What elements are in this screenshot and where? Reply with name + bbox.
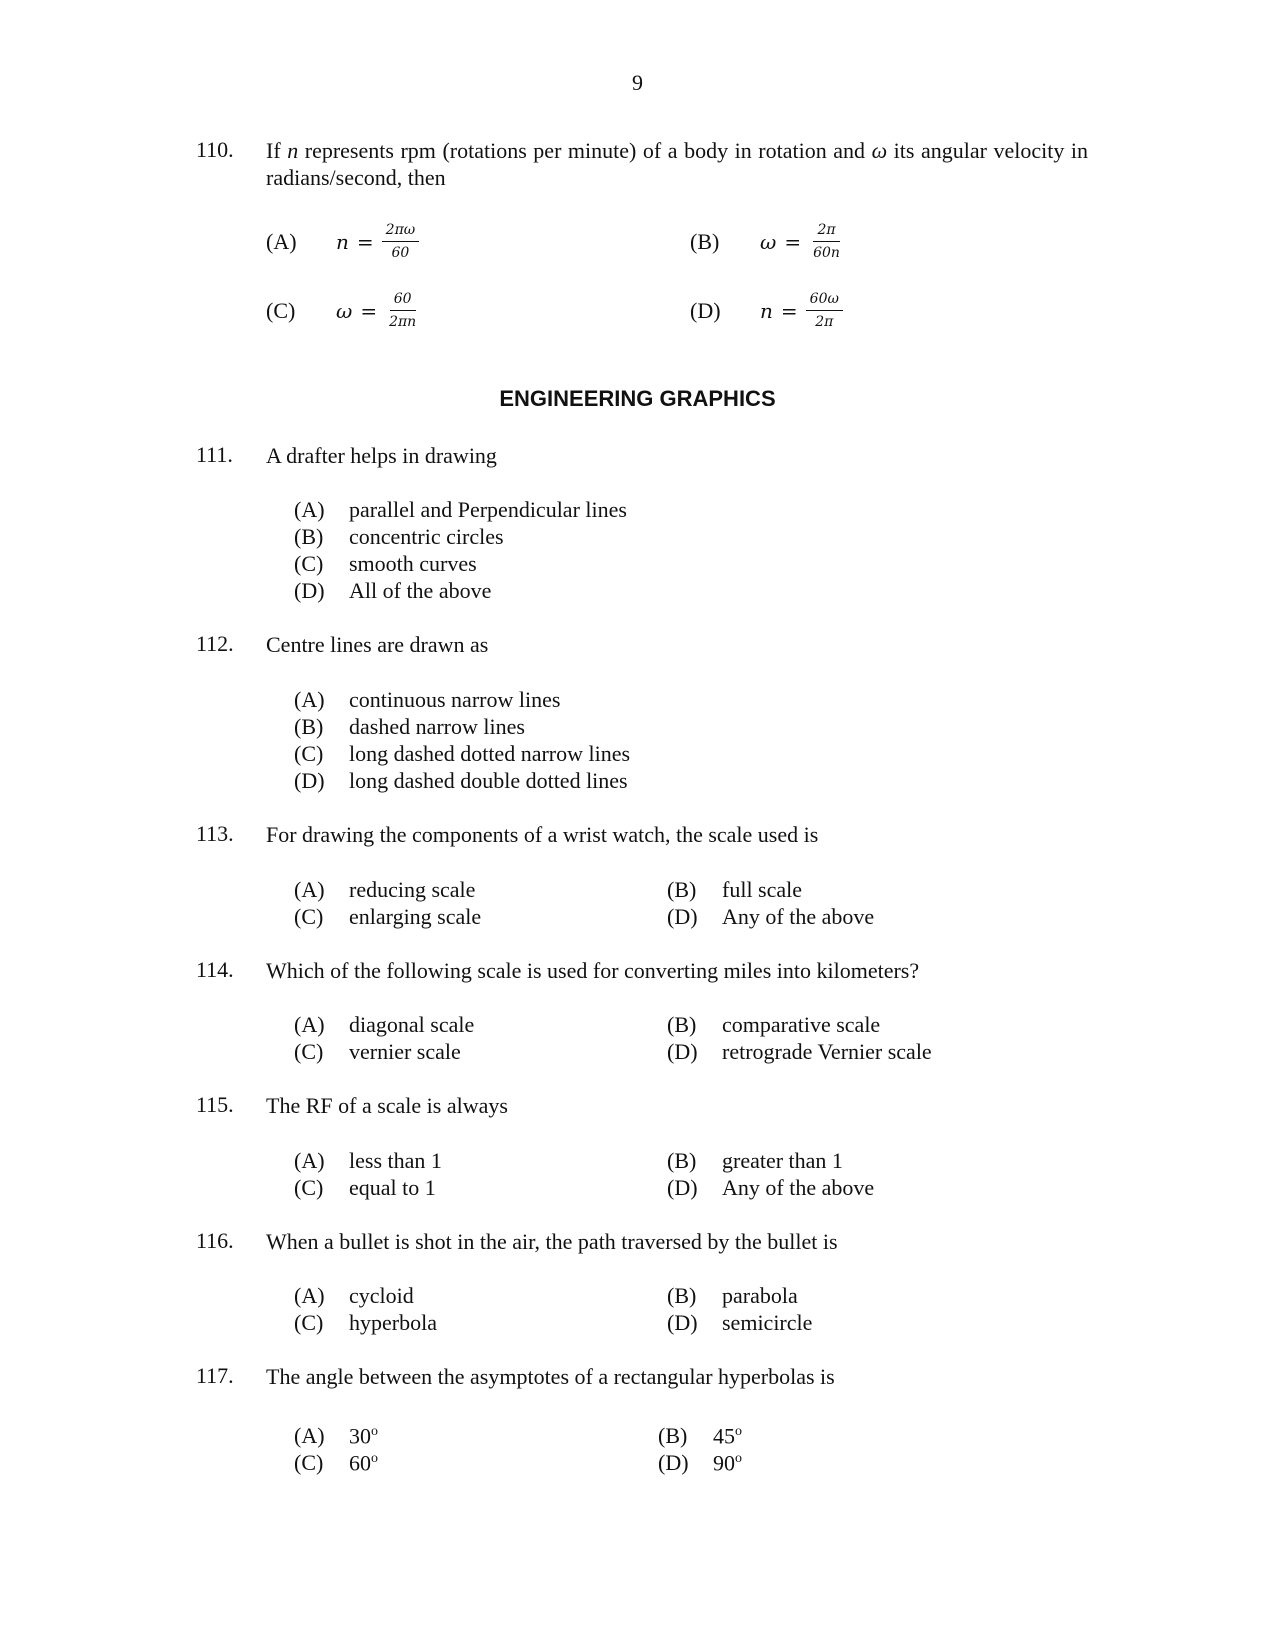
option-117-c[interactable]: (C) 60$^o$ xyxy=(294,1450,378,1476)
option-113-b[interactable]: (B) full scale xyxy=(667,877,803,902)
question-number: 114. xyxy=(196,957,234,982)
option-110-a[interactable]: (A) n = $\frac{2\pi\omega}{60}$ xyxy=(266,222,419,261)
var-omega: ω xyxy=(871,138,888,163)
question-number: 116. xyxy=(196,1228,234,1253)
formula: ω = $\frac{60}{2\pi n}$ xyxy=(336,291,417,330)
option-116-d[interactable]: (D) semicircle xyxy=(667,1310,813,1335)
option-112-d[interactable]: (D) long dashed double dotted lines xyxy=(294,768,628,793)
option-115-b[interactable]: (B) greater than 1 xyxy=(667,1148,843,1173)
option-110-d[interactable]: (D) n = $\frac{60\omega}{2\pi}$ xyxy=(690,291,843,330)
option-110-c[interactable]: (C) ω = $\frac{60}{2\pi n}$ xyxy=(266,291,420,330)
formula: n = $\frac{2\pi\omega}{60}$ xyxy=(336,222,419,261)
option-113-a[interactable]: (A) reducing scale xyxy=(294,877,476,902)
question-text: Which of the following scale is used for converting miles into kilometers? xyxy=(266,958,920,983)
question-text: If n represents rpm (rotations per minute) of a body in rotation and ω its angular velocity in radians/second, then xyxy=(266,138,1089,190)
option-111-b[interactable]: (B) concentric circles xyxy=(294,524,504,549)
question-text: The RF of a scale is always xyxy=(266,1093,508,1118)
option-117-b[interactable]: (B) 45$^o$ xyxy=(658,1423,742,1449)
option-115-d[interactable]: (D) Any of the above xyxy=(667,1175,875,1200)
option-117-d[interactable]: (D) 90$^o$ xyxy=(658,1450,742,1476)
question-number: 112. xyxy=(196,631,234,656)
option-111-a[interactable]: (A) parallel and Perpendicular lines xyxy=(294,497,627,522)
option-115-c[interactable]: (C) equal to 1 xyxy=(294,1175,436,1200)
section-heading: ENGINEERING GRAPHICS xyxy=(499,386,776,411)
option-116-b[interactable]: (B) parabola xyxy=(667,1283,798,1308)
option-111-d[interactable]: (D) All of the above xyxy=(294,578,492,603)
question-text: When a bullet is shot in the air, the path traversed by the bullet is xyxy=(266,1229,838,1254)
option-112-b[interactable]: (B) dashed narrow lines xyxy=(294,714,525,739)
question-text: For drawing the components of a wrist watch, the scale used is xyxy=(266,822,819,847)
page-number: 9 xyxy=(632,70,643,95)
option-112-a[interactable]: (A) continuous narrow lines xyxy=(294,687,561,712)
option-117-a[interactable]: (A) 30$^o$ xyxy=(294,1423,378,1449)
formula: n = $\frac{60\omega}{2\pi}$ xyxy=(760,291,843,330)
question-text: Centre lines are drawn as xyxy=(266,632,489,657)
question-number: 111. xyxy=(196,442,233,467)
question-number: 110. xyxy=(196,137,234,162)
question-number: 117. xyxy=(196,1363,234,1388)
option-116-c[interactable]: (C) hyperbola xyxy=(294,1310,437,1335)
var-n: n xyxy=(287,138,299,163)
option-114-b[interactable]: (B) comparative scale xyxy=(667,1012,881,1037)
option-111-c[interactable]: (C) smooth curves xyxy=(294,551,477,576)
question-text: A drafter helps in drawing xyxy=(266,443,497,468)
option-114-d[interactable]: (D) retrograde Vernier scale xyxy=(667,1039,932,1064)
formula: ω = $\frac{2\pi}{60n}$ xyxy=(760,222,840,261)
option-115-a[interactable]: (A) less than 1 xyxy=(294,1148,442,1173)
option-113-d[interactable]: (D) Any of the above xyxy=(667,904,875,929)
option-114-a[interactable]: (A) diagonal scale xyxy=(294,1012,475,1037)
option-112-c[interactable]: (C) long dashed dotted narrow lines xyxy=(294,741,631,766)
option-114-c[interactable]: (C) vernier scale xyxy=(294,1039,461,1064)
option-110-b[interactable]: (B) ω = $\frac{2\pi}{60n}$ xyxy=(690,222,844,261)
question-text: The angle between the asymptotes of a rectangular hyperbolas is xyxy=(266,1364,835,1389)
question-number: 113. xyxy=(196,821,234,846)
question-number: 115. xyxy=(196,1092,234,1117)
option-116-a[interactable]: (A) cycloid xyxy=(294,1283,414,1308)
option-113-c[interactable]: (C) enlarging scale xyxy=(294,904,482,929)
